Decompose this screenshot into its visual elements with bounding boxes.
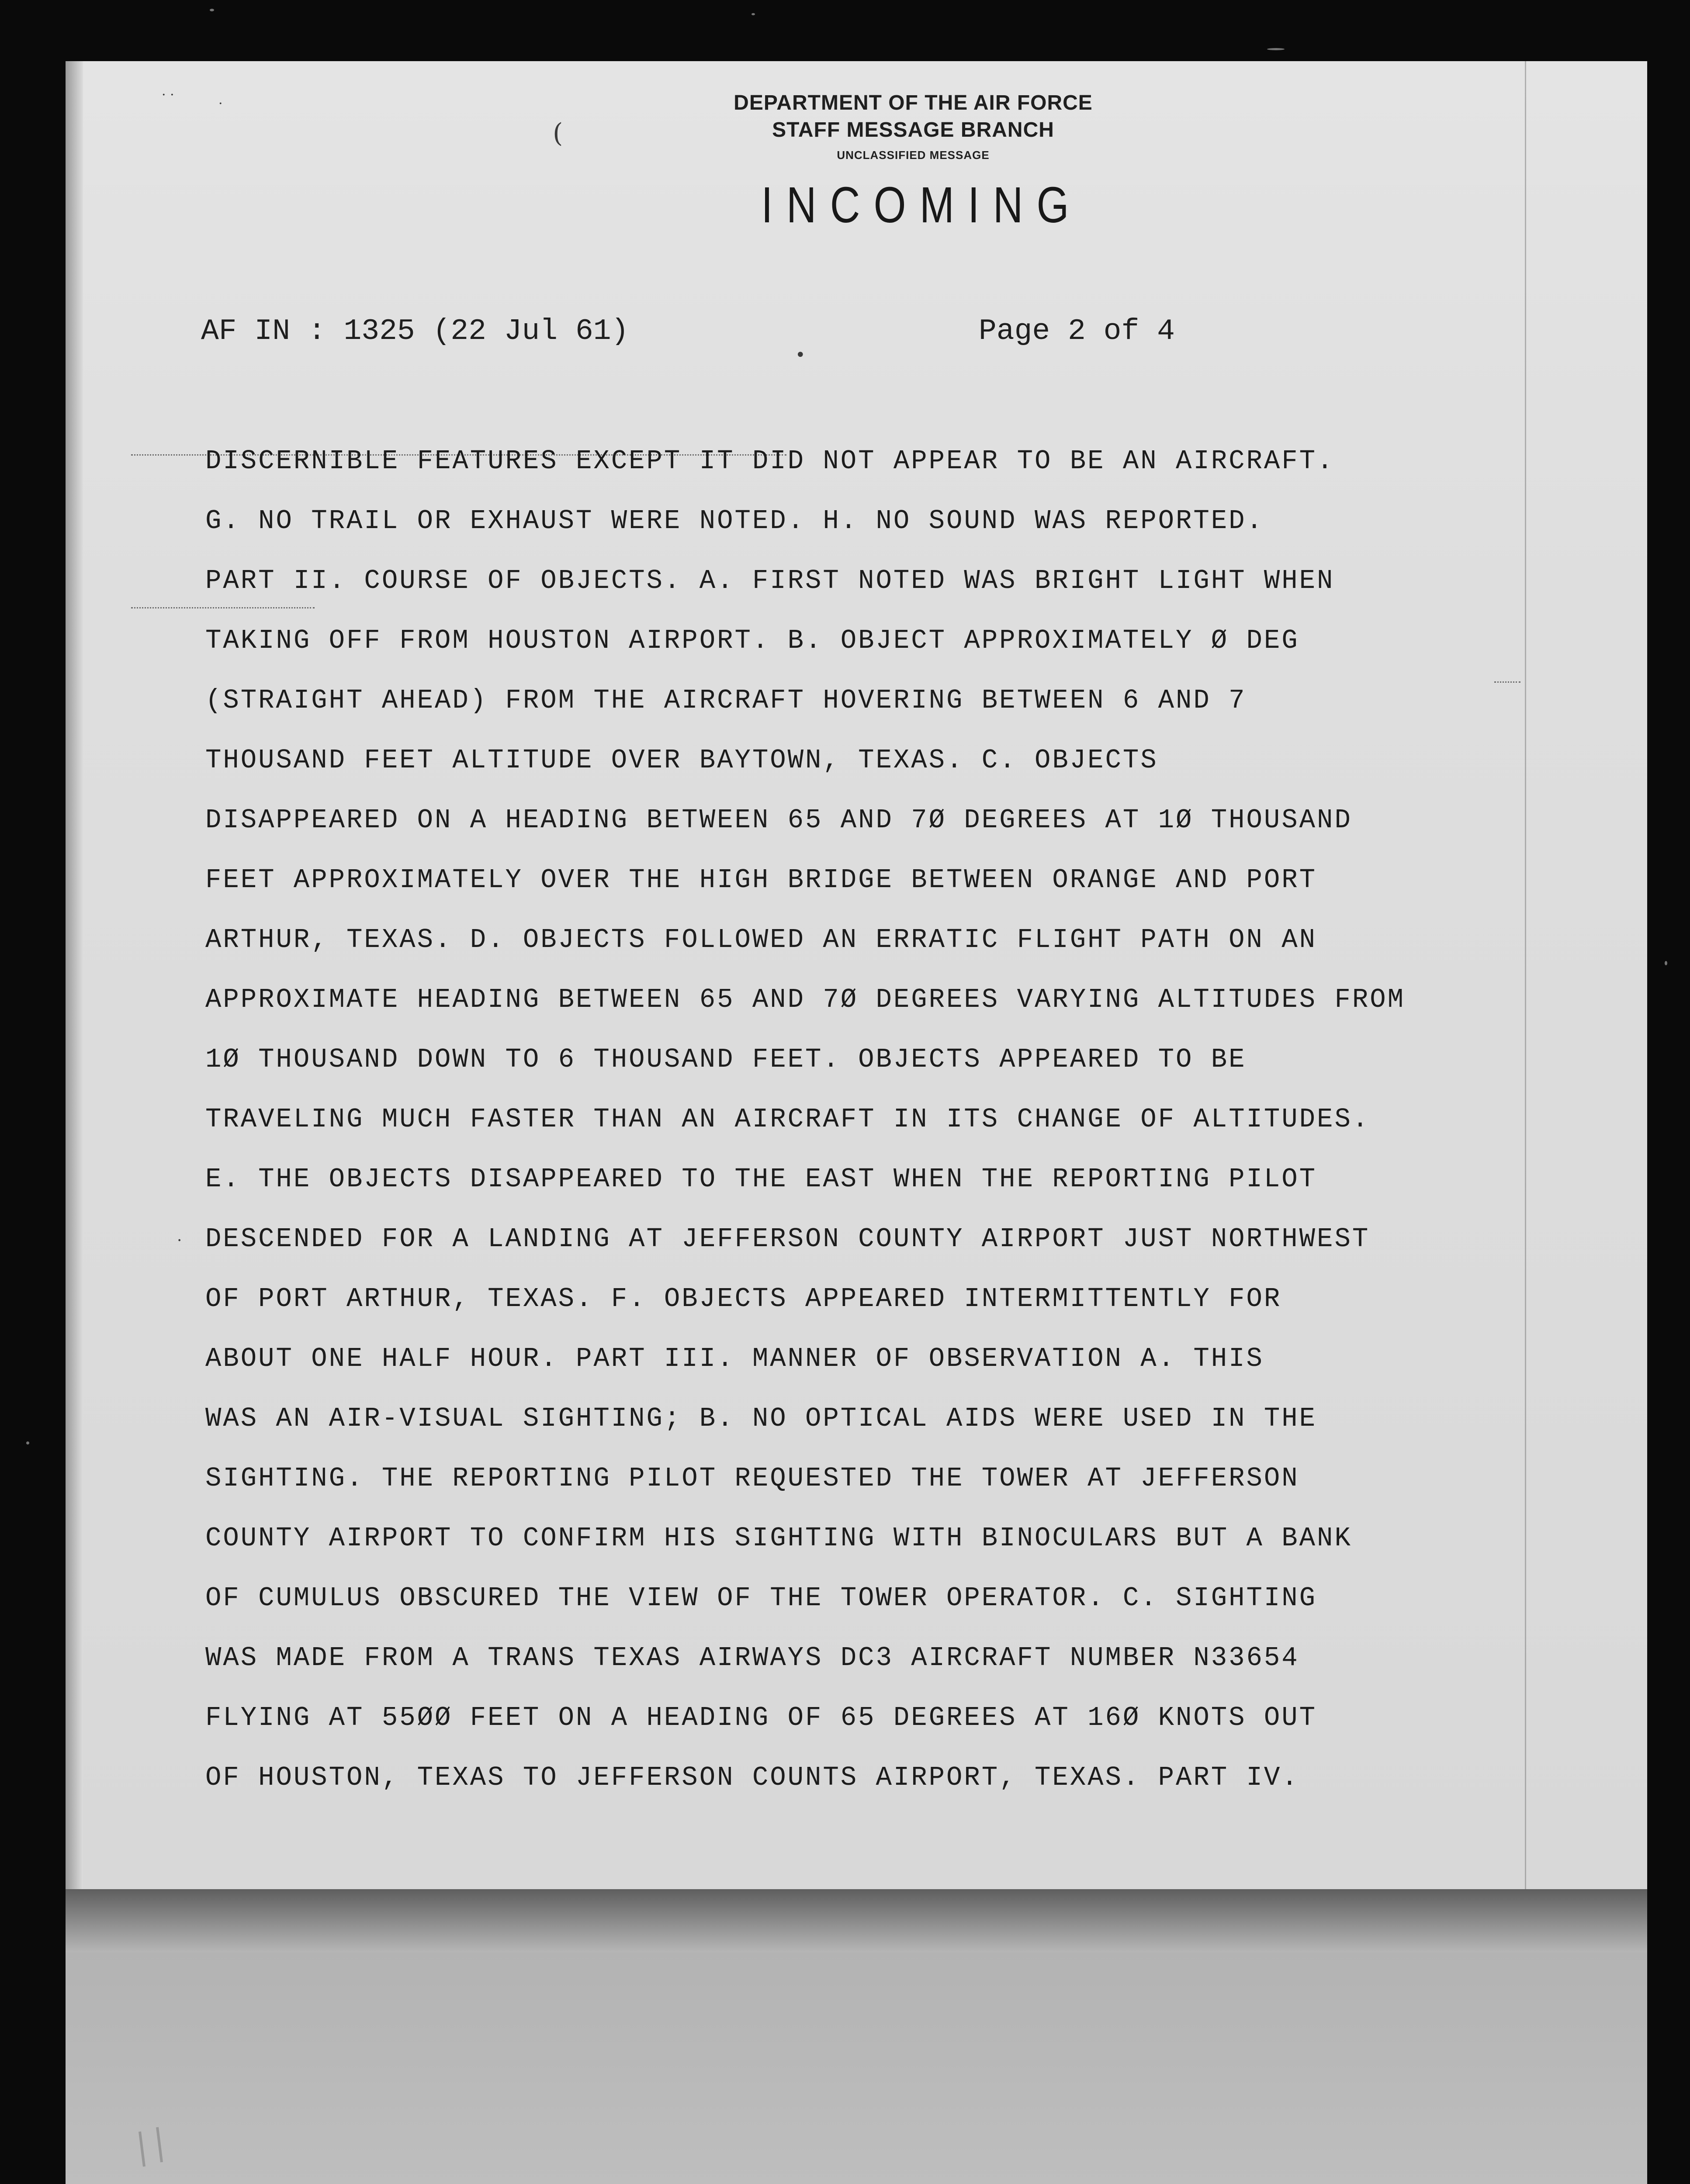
body-line: OF HOUSTON, TEXAS TO JEFFERSON COUNTS AIRPORT, TEXAS. PART IV. [205,1762,1299,1793]
body-line: OF CUMULUS OBSCURED THE VIEW OF THE TOWER OPERATOR. C. SIGHTING [205,1583,1317,1614]
body-line: COUNTY AIRPORT TO CONFIRM HIS SIGHTING WITH BINOCULARS BUT A BANK [205,1523,1352,1554]
body-line: OF PORT ARTHUR, TEXAS. F. OBJECTS APPEARED INTERMITTENTLY FOR [205,1283,1282,1314]
margin-tick: · [177,1232,182,1250]
body-line: TAKING OFF FROM HOUSTON AIRPORT. B. OBJECT APPROXIMATELY Ø DEG [205,625,1299,656]
stray-mark: · [218,96,223,111]
body-line: (STRAIGHT AHEAD) FROM THE AIRCRAFT HOVERING BETWEEN 6 AND 7 [205,685,1247,716]
classification-label: UNCLASSIFIED MESSAGE [837,149,990,162]
dotted-rule [1494,681,1520,684]
body-line: DISCERNIBLE FEATURES EXCEPT IT DID NOT APPEAR TO BE AN AIRCRAFT. [205,446,1335,477]
document-sheet [66,61,1647,2184]
backing-board [66,1952,1647,2184]
body-line: FLYING AT 55ØØ FEET ON A HEADING OF 65 DEGREES AT 16Ø KNOTS OUT [205,1702,1317,1733]
film-fleck [210,9,214,11]
page-number: Page 2 of 4 [979,314,1175,348]
film-fleck [1665,961,1667,965]
stray-mark: • [795,345,806,365]
body-line: 1Ø THOUSAND DOWN TO 6 THOUSAND FEET. OBJECTS APPEARED TO BE [205,1044,1247,1075]
paren-mark: ( [553,118,563,149]
body-line: ABOUT ONE HALF HOUR. PART III. MANNER OF OBSERVATION A. THIS [205,1343,1264,1374]
scribble-stroke [157,2127,162,2162]
branch-heading: STAFF MESSAGE BRANCH [772,118,1054,142]
body-line: WAS AN AIR-VISUAL SIGHTING; B. NO OPTICAL AIDS WERE USED IN THE [205,1403,1317,1434]
page-right-rule [1525,61,1526,1889]
page-bottom-shadow [66,1889,1647,1952]
body-line: G. NO TRAIL OR EXHAUST WERE NOTED. H. NO SOUND WAS REPORTED. [205,505,1264,536]
department-heading: DEPARTMENT OF THE AIR FORCE [734,91,1093,114]
dotted-rule [131,607,315,610]
body-line: PART II. COURSE OF OBJECTS. A. FIRST NOTED WAS BRIGHT LIGHT WHEN [205,565,1335,596]
body-line: DISAPPEARED ON A HEADING BETWEEN 65 AND 7Ø DEGREES AT 1Ø THOUSAND [205,805,1352,836]
body-line: DESCENDED FOR A LANDING AT JEFFERSON COUNTY AIRPORT JUST NORTHWEST [205,1223,1370,1254]
page-left-edge [66,61,83,1889]
body-line: APPROXIMATE HEADING BETWEEN 65 AND 7Ø DEGREES VARYING ALTITUDES FROM [205,984,1405,1015]
af-in-reference: AF IN : 1325 (22 Jul 61) [201,314,629,348]
body-line: SIGHTING. THE REPORTING PILOT REQUESTED THE TOWER AT JEFFERSON [205,1463,1299,1494]
scribble-stroke [140,2132,144,2167]
handwritten-scribble [127,2114,240,2184]
body-line: FEET APPROXIMATELY OVER THE HIGH BRIDGE BETWEEN ORANGE AND PORT [205,864,1317,895]
stray-mark: · · [162,87,174,103]
message-page [66,61,1647,1889]
body-line: ARTHUR, TEXAS. D. OBJECTS FOLLOWED AN ERRATIC FLIGHT PATH ON AN [205,924,1317,955]
film-fleck [26,1441,29,1444]
body-line: WAS MADE FROM A TRANS TEXAS AIRWAYS DC3 AIRCRAFT NUMBER N33654 [205,1642,1299,1673]
body-line: E. THE OBJECTS DISAPPEARED TO THE EAST WHEN THE REPORTING PILOT [205,1164,1317,1195]
body-line: THOUSAND FEET ALTITUDE OVER BAYTOWN, TEXAS. C. OBJECTS [205,745,1158,776]
film-fleck [1267,48,1285,50]
body-line: TRAVELING MUCH FASTER THAN AN AIRCRAFT IN ITS CHANGE OF ALTITUDES. [205,1104,1370,1135]
incoming-title: INCOMING [761,176,1083,233]
film-fleck [751,13,755,15]
